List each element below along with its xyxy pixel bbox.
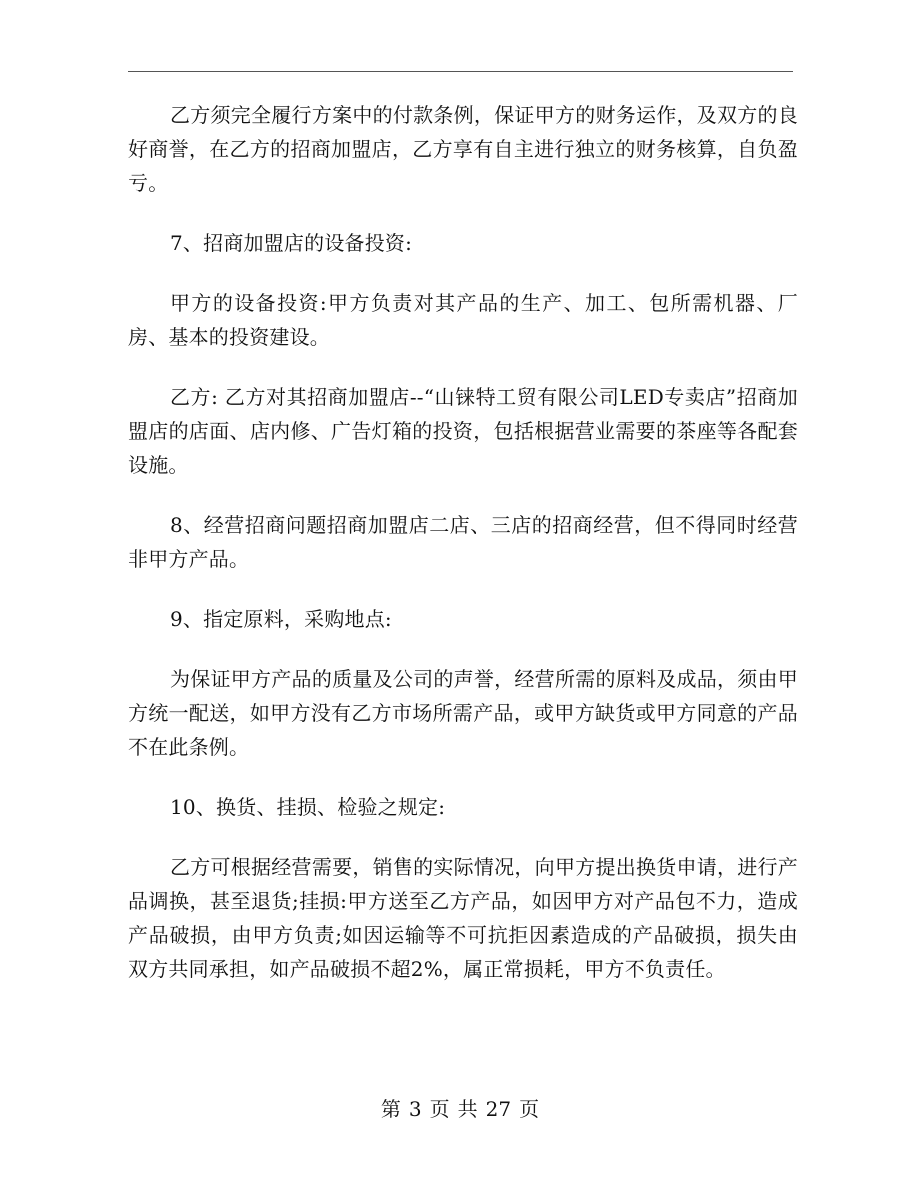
heading-raw-material: 9、指定原料，采购地点:	[170, 607, 392, 631]
paragraph-raw-material: 为保证甲方产品的质量及公司的声誉，经营所需的原料及成品，须由甲方统一配送，如甲方没有乙方市场所需产品，或甲方缺货或甲方同意的产品不在此条例。	[128, 667, 798, 759]
paragraph-party-a-investment: 甲方的设备投资:甲方负责对其产品的生产、加工、包所需机器、厂房、基本的投资建设。	[128, 291, 798, 349]
footer-suffix: 页	[519, 1097, 540, 1121]
heading-equipment-investment: 7、招商加盟店的设备投资:	[170, 231, 413, 255]
footer-page-number: 3	[408, 1097, 422, 1121]
document-body	[128, 98, 798, 986]
footer-total-word: 共	[457, 1097, 478, 1121]
footer-prefix: 第	[380, 1097, 401, 1121]
page-footer	[0, 1094, 920, 1124]
heading-exchange-damage: 10、换货、挂损、检验之规定:	[170, 795, 446, 819]
paragraph-party-b-investment: 乙方: 乙方对其招商加盟店--“山铼特工贸有限公司LED专卖店”招商加盟店的店面、店内修、广告灯箱的投资，包括根据营业需要的茶座等各配套设施。	[128, 385, 798, 477]
header-rule	[128, 71, 793, 72]
paragraph-payment-terms: 乙方须完全履行方案中的付款条例，保证甲方的财务运作，及双方的良好商誉，在乙方的招商加盟店，乙方享有自主进行独立的财务核算，自负盈亏。	[128, 103, 798, 195]
paragraph-exchange-damage: 乙方可根据经营需要，销售的实际情况，向甲方提出换货申请，进行产品调换，甚至退货;挂损:甲方送至乙方产品，如因甲方对产品包不力，造成产品破损，由甲方负责;如因运输等不可抗拒因素造成的产品破损，损失由双方共同承担，如产品破损不超2%，属正常损耗，甲方不负责任。	[128, 855, 798, 981]
footer-page-word: 页	[429, 1097, 450, 1121]
footer-total-pages: 27	[485, 1097, 512, 1121]
paragraph-business-operation: 8、经营招商问题招商加盟店二店、三店的招商经营，但不得同时经营非甲方产品。	[128, 513, 798, 571]
